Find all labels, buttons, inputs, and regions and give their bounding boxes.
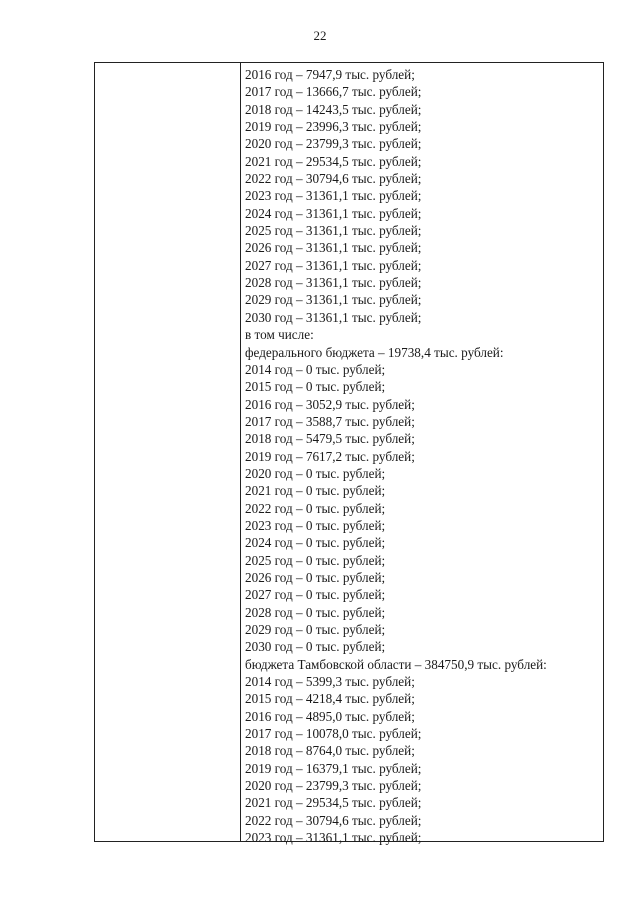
funding-line: 2025 год – 31361,1 тыс. рублей; <box>245 223 422 239</box>
funding-line: 2026 год – 0 тыс. рублей; <box>245 569 386 585</box>
funding-line: 2017 год – 3588,7 тыс. рублей; <box>245 413 415 429</box>
funding-line: 2014 год – 5399,3 тыс. рублей; <box>245 674 415 690</box>
funding-line: 2019 год – 7617,2 тыс. рублей; <box>245 448 415 464</box>
funding-line: 2026 год – 31361,1 тыс. рублей; <box>245 240 422 256</box>
funding-line: 2022 год – 0 тыс. рублей; <box>245 500 386 516</box>
funding-line: 2020 год – 23799,3 тыс. рублей; <box>245 778 422 794</box>
funding-line: 2019 год – 16379,1 тыс. рублей; <box>245 760 422 776</box>
funding-line: 2016 год – 3052,9 тыс. рублей; <box>245 396 415 412</box>
funding-line: 2024 год – 31361,1 тыс. рублей; <box>245 205 422 221</box>
funding-line: 2018 год – 14243,5 тыс. рублей; <box>245 101 422 117</box>
funding-lines <box>245 66 599 846</box>
funding-line: в том числе: <box>245 327 314 343</box>
page-number: 22 <box>313 28 327 43</box>
funding-line: 2030 год – 0 тыс. рублей; <box>245 639 386 655</box>
funding-line: 2015 год – 0 тыс. рублей; <box>245 379 386 395</box>
funding-table <box>94 62 604 846</box>
funding-line: 2020 год – 23799,3 тыс. рублей; <box>245 136 422 152</box>
funding-line: 2028 год – 31361,1 тыс. рублей; <box>245 275 422 291</box>
funding-line: 2017 год – 13666,7 тыс. рублей; <box>245 84 422 100</box>
funding-line: 2015 год – 4218,4 тыс. рублей; <box>245 691 415 707</box>
funding-line: 2021 год – 29534,5 тыс. рублей; <box>245 153 422 169</box>
funding-line: 2027 год – 0 тыс. рублей; <box>245 587 386 603</box>
funding-line: 2021 год – 29534,5 тыс. рублей; <box>245 795 422 811</box>
funding-line: 2022 год – 30794,6 тыс. рублей; <box>245 812 422 828</box>
funding-line: 2023 год – 0 тыс. рублей; <box>245 517 386 533</box>
funding-line: 2014 год – 0 тыс. рублей; <box>245 361 386 377</box>
funding-line: 2017 год – 10078,0 тыс. рублей; <box>245 726 422 742</box>
funding-line: 2021 год – 0 тыс. рублей; <box>245 483 386 499</box>
funding-line: 2023 год – 31361,1 тыс. рублей; <box>245 188 422 204</box>
funding-line: федерального бюджета – 19738,4 тыс. рублей: <box>245 344 504 360</box>
funding-line: 2018 год – 5479,5 тыс. рублей; <box>245 431 415 447</box>
funding-line: 2027 год – 31361,1 тыс. рублей; <box>245 257 422 273</box>
funding-line: бюджета Тамбовской области – 384750,9 тыс. рублей: <box>245 656 547 672</box>
funding-line: 2029 год – 31361,1 тыс. рублей; <box>245 292 422 308</box>
funding-line: 2023 год – 31361,1 тыс. рублей; <box>245 830 422 846</box>
funding-line: 2020 год – 0 тыс. рублей; <box>245 465 386 481</box>
funding-line: 2022 год – 30794,6 тыс. рублей; <box>245 171 422 187</box>
funding-line: 2025 год – 0 тыс. рублей; <box>245 552 386 568</box>
funding-line: 2019 год – 23996,3 тыс. рублей; <box>245 119 422 135</box>
funding-line: 2024 год – 0 тыс. рублей; <box>245 535 386 551</box>
funding-line: 2018 год – 8764,0 тыс. рублей; <box>245 743 415 759</box>
funding-line: 2030 год – 31361,1 тыс. рублей; <box>245 309 422 325</box>
funding-line: 2016 год – 4895,0 тыс. рублей; <box>245 708 415 724</box>
funding-line: 2029 год – 0 тыс. рублей; <box>245 622 386 637</box>
funding-line: 2028 год – 0 тыс. рублей; <box>245 604 386 620</box>
funding-line: 2016 год – 7947,9 тыс. рублей; <box>245 67 415 82</box>
column-divider <box>240 63 241 841</box>
